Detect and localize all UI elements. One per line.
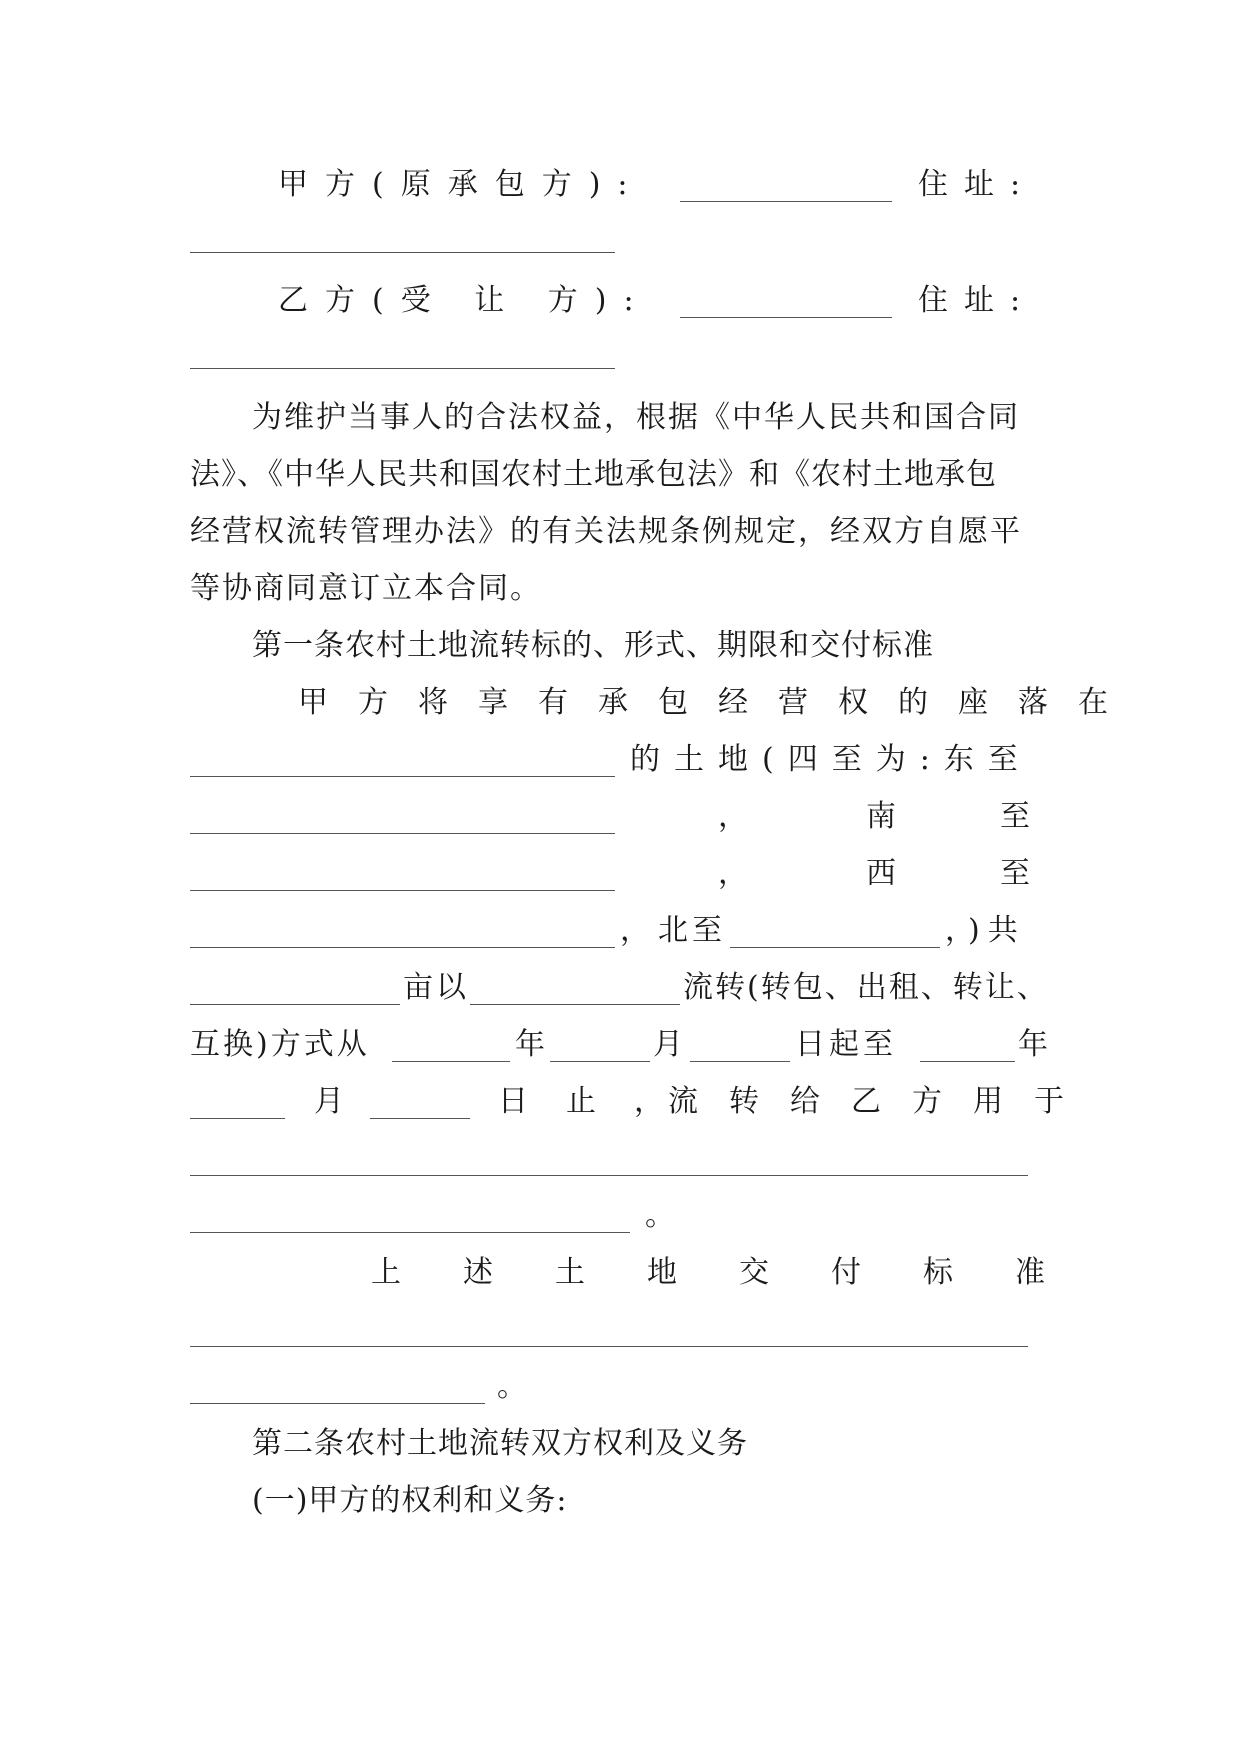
transfer-method-blank[interactable]	[470, 1004, 680, 1005]
west-boundary-blank[interactable]	[190, 947, 615, 948]
article2-sub1: (一)甲方的权利和义务:	[252, 1483, 568, 1518]
area-method-line: 亩以 流转(转包、出租、转让、	[190, 968, 1045, 1008]
party-b-address-label: 住址:	[918, 283, 1037, 318]
start-year-blank[interactable]	[392, 1061, 510, 1062]
land-location-blank[interactable]	[190, 776, 615, 777]
delivery-line-1	[190, 1310, 1045, 1350]
east-south-line: ， 南 至	[190, 797, 1045, 837]
article2-title: 第二条农村土地流转双方权利及义务	[252, 1426, 748, 1461]
party-a-address-blank[interactable]	[190, 252, 615, 253]
term-start-line: 互换)方式从 年 月 日起至 年	[190, 1027, 1048, 1062]
party-b-label: 乙方(受 让 方):	[278, 283, 651, 318]
party-a-address-line	[190, 214, 1045, 254]
party-b-name-blank[interactable]	[680, 317, 892, 318]
delivery-line-2: 。	[190, 1367, 1045, 1407]
article1-intro-line: 甲方将享有承包经营权的座落在	[298, 685, 1138, 720]
party-a-address-label: 住址:	[918, 167, 1037, 202]
start-day-blank[interactable]	[690, 1061, 790, 1062]
end-month-blank[interactable]	[190, 1118, 285, 1119]
term-end-line: 月 日止， 流转给乙方用于	[190, 1082, 1045, 1122]
purpose-line-2: 。	[190, 1196, 1045, 1236]
area-blank[interactable]	[190, 1004, 400, 1005]
party-a-name-blank[interactable]	[680, 201, 892, 202]
start-month-blank[interactable]	[550, 1061, 650, 1062]
preamble-line-2: 法》、《中华人民共和国农村土地承包法》和《农村土地承包	[190, 457, 997, 492]
end-year-blank[interactable]	[920, 1061, 1015, 1062]
land-location-line: 的土地(四至为:东至	[190, 740, 1045, 780]
north-line: ， 北至 ，)共	[190, 911, 1045, 951]
party-a-label: 甲方(原承包方):	[278, 167, 645, 202]
delivery-blank-2[interactable]	[190, 1403, 485, 1404]
party-b-address-line	[190, 330, 1045, 370]
article1-title: 第一条农村土地流转标的、形式、期限和交付标准	[252, 628, 934, 663]
north-boundary-blank[interactable]	[730, 947, 940, 948]
delivery-standard-line: 上述土地交付标准	[371, 1255, 1107, 1290]
purpose-line-1	[190, 1139, 1045, 1179]
purpose-blank-1[interactable]	[190, 1175, 1028, 1176]
party-a-line	[190, 165, 1045, 205]
end-day-blank[interactable]	[370, 1118, 470, 1119]
purpose-blank-2[interactable]	[190, 1232, 630, 1233]
preamble-line-4: 等协商同意订立本合同。	[190, 571, 542, 606]
east-boundary-blank[interactable]	[190, 833, 615, 834]
west-line: ， 西 至	[190, 854, 1045, 894]
party-b-line	[190, 281, 1045, 321]
party-b-address-blank[interactable]	[190, 368, 615, 369]
preamble-line-3: 经营权流转管理办法》的有关法规条例规定，经双方自愿平	[190, 514, 1022, 549]
delivery-blank-1[interactable]	[190, 1346, 1028, 1347]
preamble-line-1: 为维护当事人的合法权益，根据《中华人民共和国合同	[252, 400, 1020, 435]
south-boundary-blank[interactable]	[190, 890, 615, 891]
